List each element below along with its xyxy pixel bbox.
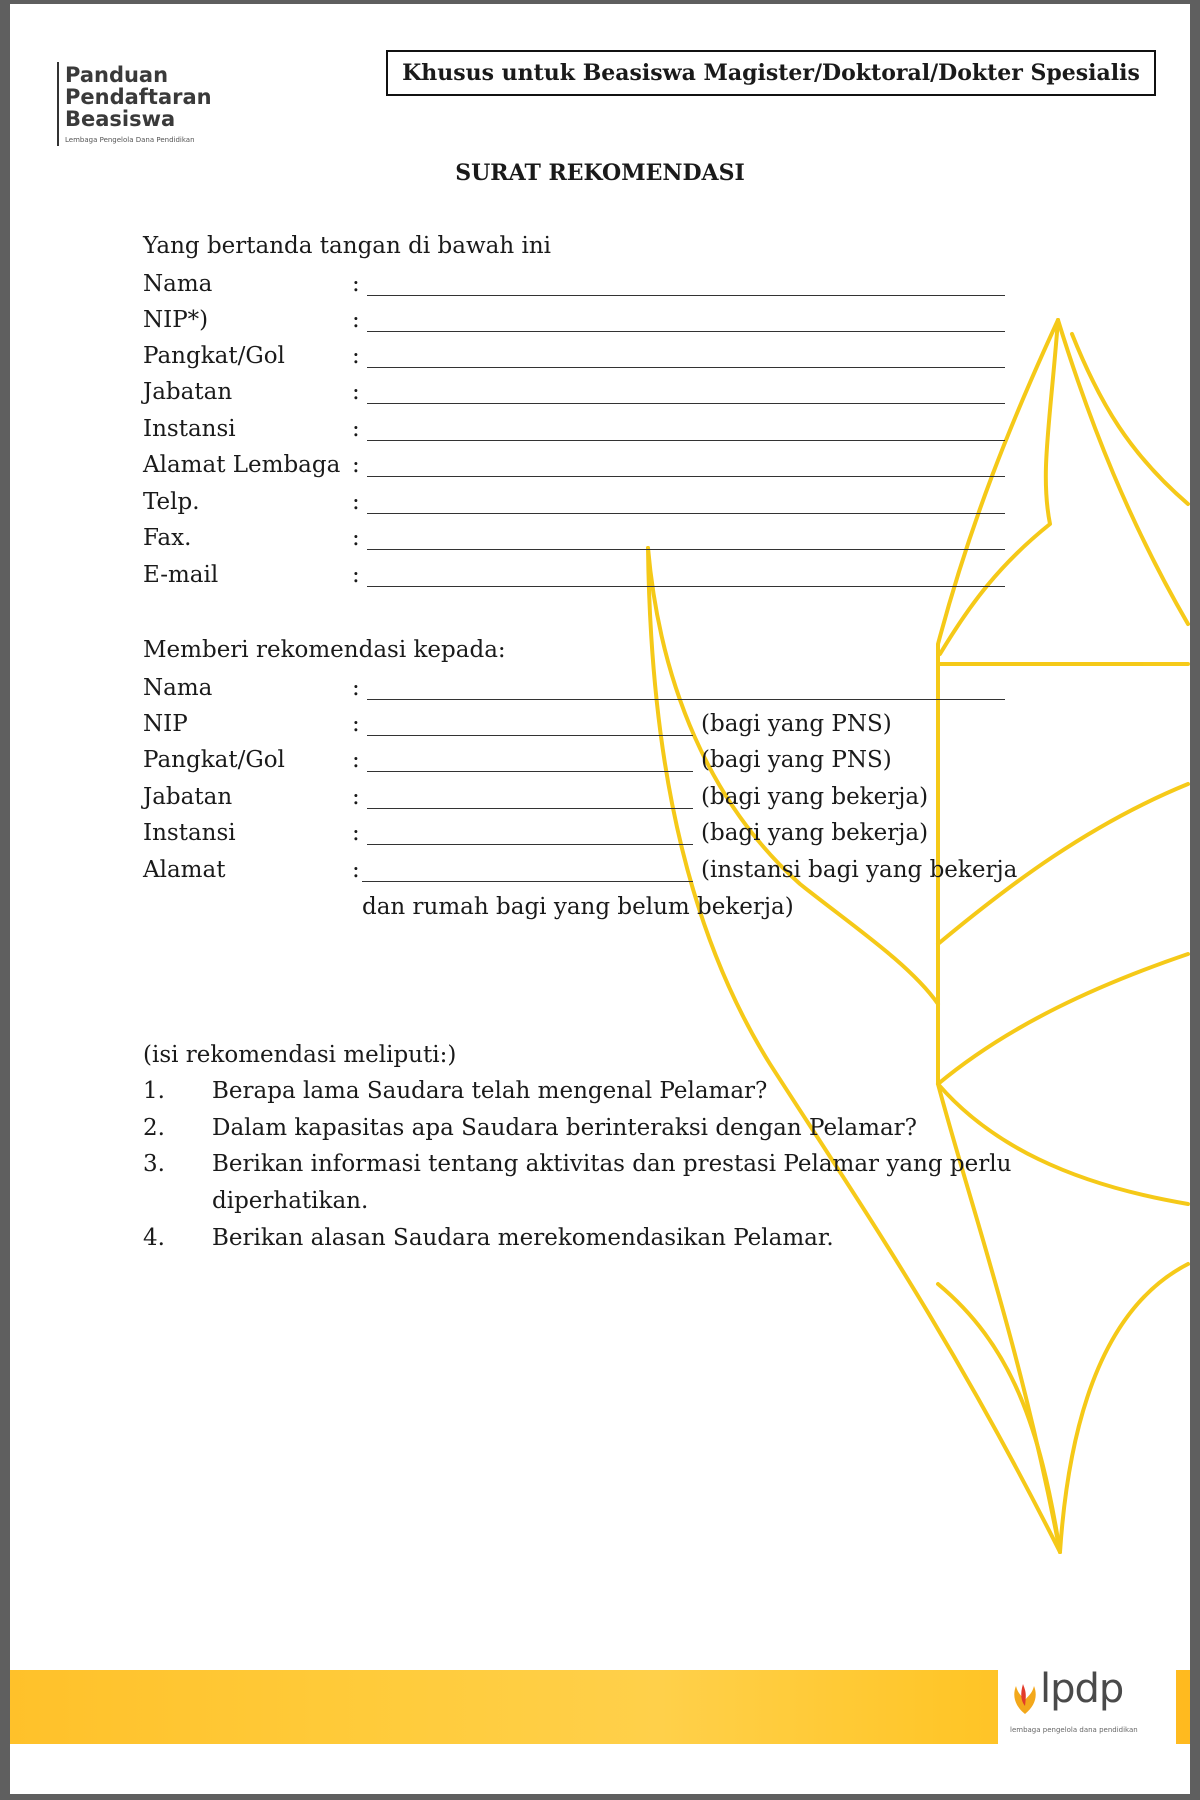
field-blank-line[interactable] xyxy=(367,331,1005,332)
field-colon: : xyxy=(352,416,360,442)
field-label: E-mail xyxy=(143,562,219,588)
field-colon: : xyxy=(352,452,360,478)
logo-line-1: Panduan xyxy=(65,63,169,87)
recipient-intro: Memberi rekomendasi kepada: xyxy=(143,637,506,663)
field-blank-line[interactable] xyxy=(367,513,1005,514)
field-blank-line[interactable] xyxy=(367,771,693,772)
field-blank-line[interactable] xyxy=(367,808,693,809)
field-blank-line[interactable] xyxy=(367,549,1005,550)
list-item-number: 1. xyxy=(143,1078,165,1104)
field-note: (bagi yang bekerja) xyxy=(701,784,929,810)
field-label: Pangkat/Gol xyxy=(143,747,285,773)
field-label: Jabatan xyxy=(143,379,233,405)
field-label: Pangkat/Gol xyxy=(143,343,285,369)
field-blank-line[interactable] xyxy=(367,735,693,736)
field-colon: : xyxy=(352,307,360,333)
list-item-text: Dalam kapasitas apa Saudara berinteraksi dengan Pelamar? xyxy=(212,1115,917,1141)
lpdp-logo-text: lpdp xyxy=(1040,1666,1124,1712)
list-item-text: Berikan informasi tentang aktivitas dan prestasi Pelamar yang perlu xyxy=(212,1151,1012,1177)
field-colon: : xyxy=(352,379,360,405)
scholarship-type-box: Khusus untuk Beasiswa Magister/Doktoral/Dokter Spesialis xyxy=(386,50,1156,96)
list-item-number: 4. xyxy=(143,1225,165,1251)
field-label: Alamat Lembaga xyxy=(143,452,341,478)
field-note: (bagi yang bekerja) xyxy=(701,820,929,846)
field-label: Jabatan xyxy=(143,784,233,810)
alamat-note-continuation: dan rumah bagi yang belum bekerja) xyxy=(362,894,794,920)
field-colon: : xyxy=(352,525,360,551)
field-colon: : xyxy=(352,784,360,810)
field-note: (instansi bagi yang bekerja xyxy=(701,857,1018,883)
logo-line-3: Beasiswa xyxy=(65,107,176,131)
list-item-text: Berapa lama Saudara telah mengenal Pelamar? xyxy=(212,1078,768,1104)
logo-subtitle: Lembaga Pengelola Dana Pendidikan xyxy=(65,136,195,144)
field-note: (bagi yang PNS) xyxy=(701,747,892,773)
field-label: Nama xyxy=(143,271,213,297)
field-colon: : xyxy=(352,711,360,737)
field-colon: : xyxy=(352,343,360,369)
field-colon: : xyxy=(352,857,360,883)
field-blank-line[interactable] xyxy=(367,403,1005,404)
field-blank-line[interactable] xyxy=(362,881,693,882)
logo-line-2: Pendaftaran xyxy=(65,85,212,109)
field-label: Alamat xyxy=(143,857,226,883)
field-blank-line[interactable] xyxy=(367,367,1005,368)
signer-intro: Yang bertanda tangan di bawah ini xyxy=(143,233,552,259)
field-label: Nama xyxy=(143,675,213,701)
field-blank-line[interactable] xyxy=(367,295,1005,296)
field-colon: : xyxy=(352,675,360,701)
document-title: SURAT REKOMENDASI xyxy=(455,160,745,186)
field-colon: : xyxy=(352,820,360,846)
field-label: Fax. xyxy=(143,525,192,551)
field-note: (bagi yang PNS) xyxy=(701,711,892,737)
field-colon: : xyxy=(352,489,360,515)
logo-title xyxy=(65,64,212,130)
field-blank-line[interactable] xyxy=(367,844,693,845)
logo-bar xyxy=(57,62,59,146)
field-blank-line[interactable] xyxy=(367,476,1005,477)
field-blank-line[interactable] xyxy=(367,699,1005,700)
field-label: Telp. xyxy=(143,489,200,515)
list-item-number: 2. xyxy=(143,1115,165,1141)
content-heading: (isi rekomendasi meliputi:) xyxy=(143,1042,457,1068)
list-item-number: 3. xyxy=(143,1151,165,1177)
field-label: Instansi xyxy=(143,416,236,442)
list-item-text: Berikan alasan Saudara merekomendasikan Pelamar. xyxy=(212,1225,834,1251)
field-colon: : xyxy=(352,562,360,588)
lpdp-logo-subtitle: lembaga pengelola dana pendidikan xyxy=(1010,1726,1138,1734)
document-page xyxy=(10,4,1190,1794)
list-item-text-continuation: diperhatikan. xyxy=(212,1188,369,1214)
lpdp-flame-icon xyxy=(1010,1676,1040,1716)
field-colon: : xyxy=(352,271,360,297)
field-colon: : xyxy=(352,747,360,773)
field-label: Instansi xyxy=(143,820,236,846)
field-label: NIP*) xyxy=(143,307,209,333)
field-blank-line[interactable] xyxy=(367,440,1005,441)
field-blank-line[interactable] xyxy=(367,586,1005,587)
field-label: NIP xyxy=(143,711,188,737)
